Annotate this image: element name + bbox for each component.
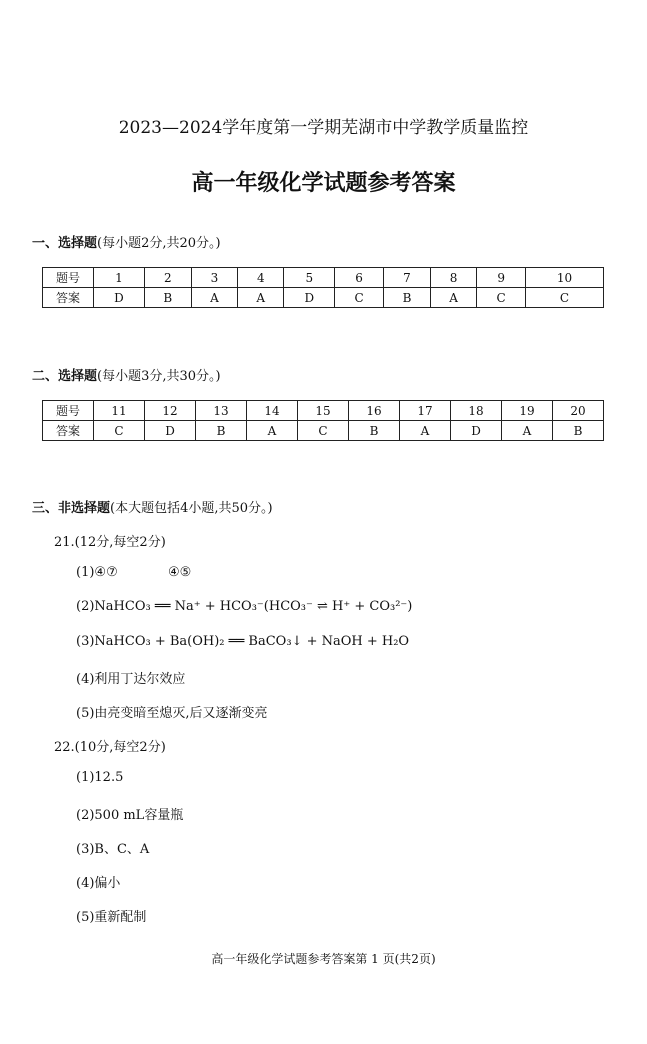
q21-answer-3 — [76, 634, 409, 649]
section3-heading-row — [32, 497, 273, 516]
table-cell: 答案 — [43, 421, 94, 441]
equilibrium-equation: (HCO₃⁻ ⇌ H⁺ + CO₃²⁻) — [263, 599, 413, 614]
table-cell: C — [298, 421, 349, 441]
exam-subtitle: 2023—2024学年度第一学期芜湖市中学教学质量监控 — [118, 118, 529, 138]
table-cell: 6 — [335, 268, 384, 288]
table-cell: 20 — [553, 401, 604, 421]
page-title: 高一年级化学试题参考答案 — [191, 171, 456, 196]
table-cell: B — [553, 421, 604, 441]
q22-answer-1: (1)12.5 — [76, 770, 124, 785]
section1-heading-row — [32, 232, 221, 251]
section2-heading: 二、选择题 — [32, 369, 98, 384]
table-cell: B — [383, 288, 430, 308]
table-cell: A — [502, 421, 553, 441]
table-row — [43, 421, 604, 441]
q21-answer-1: (1)④⑦ — [76, 565, 118, 580]
table-cell: 17 — [400, 401, 451, 421]
section2-note: (每小题3分,共30分。) — [97, 369, 221, 384]
q22-answer-5: (5)重新配制 — [76, 910, 147, 925]
q21-answer-2 — [76, 599, 412, 614]
table-cell: 11 — [94, 401, 145, 421]
section3-heading: 三、非选择题 — [32, 501, 111, 516]
table-cell: D — [94, 288, 145, 308]
table-cell: A — [191, 288, 237, 308]
table-cell: B — [349, 421, 400, 441]
table-cell: 9 — [477, 268, 526, 288]
table-cell: 8 — [430, 268, 476, 288]
table-cell: A — [430, 288, 476, 308]
table-cell: 7 — [383, 268, 430, 288]
table-cell: C — [94, 421, 145, 441]
table-cell: 答案 — [43, 288, 94, 308]
section1-heading: 一、选择题 — [32, 236, 98, 251]
answer-index: (2) — [76, 599, 95, 614]
table-cell: 10 — [526, 268, 604, 288]
q22-label: 22.(10分,每空2分) — [54, 740, 166, 755]
table-cell: D — [451, 421, 502, 441]
table-row — [43, 288, 604, 308]
table-cell: 15 — [298, 401, 349, 421]
table-cell: 18 — [451, 401, 502, 421]
table-cell: 题号 — [43, 268, 94, 288]
table-cell: 14 — [247, 401, 298, 421]
q21-answer-4: (4)利用丁达尔效应 — [76, 672, 186, 687]
answer-index: (3) — [76, 634, 95, 649]
page-footer: 高一年级化学试题参考答案第 1 页(共2页) — [211, 952, 436, 966]
table-cell: D — [284, 288, 335, 308]
section2-answer-table — [42, 400, 604, 441]
table-cell: A — [400, 421, 451, 441]
table-cell: 19 — [502, 401, 553, 421]
q22-answer-3: (3)B、C、A — [76, 842, 150, 857]
table-cell: C — [335, 288, 384, 308]
table-cell: C — [526, 288, 604, 308]
table-cell: 4 — [238, 268, 284, 288]
section1-note: (每小题2分,共20分。) — [97, 236, 221, 251]
section3-note: (本大题包括4小题,共50分。) — [110, 501, 273, 516]
section2-heading-row — [32, 365, 221, 384]
table-cell: B — [196, 421, 247, 441]
section1-answer-table — [42, 267, 604, 308]
table-cell: 16 — [349, 401, 400, 421]
ionization-equation: NaHCO₃ ══ Na⁺ + HCO₃⁻ — [94, 599, 264, 614]
table-cell: A — [247, 421, 298, 441]
table-cell: 12 — [145, 401, 196, 421]
table-row — [43, 401, 604, 421]
table-cell: 5 — [284, 268, 335, 288]
table-cell: B — [144, 288, 191, 308]
table-cell: D — [145, 421, 196, 441]
q21-label: 21.(12分,每空2分) — [54, 535, 166, 550]
q22-answer-2: (2)500 mL容量瓶 — [76, 808, 184, 823]
table-cell: 1 — [94, 268, 145, 288]
table-cell: 13 — [196, 401, 247, 421]
table-cell: 题号 — [43, 401, 94, 421]
table-row — [43, 268, 604, 288]
q22-answer-4: (4)偏小 — [76, 876, 121, 891]
q21-answer-1b: ④⑤ — [168, 565, 192, 580]
table-cell: A — [238, 288, 284, 308]
table-cell: 3 — [191, 268, 237, 288]
reaction-equation: NaHCO₃ + Ba(OH)₂ ══ BaCO₃↓ + NaOH + H₂O — [94, 634, 410, 649]
table-cell: 2 — [144, 268, 191, 288]
table-cell: C — [477, 288, 526, 308]
q21-answer-5: (5)由亮变暗至熄灭,后又逐渐变亮 — [76, 706, 268, 721]
